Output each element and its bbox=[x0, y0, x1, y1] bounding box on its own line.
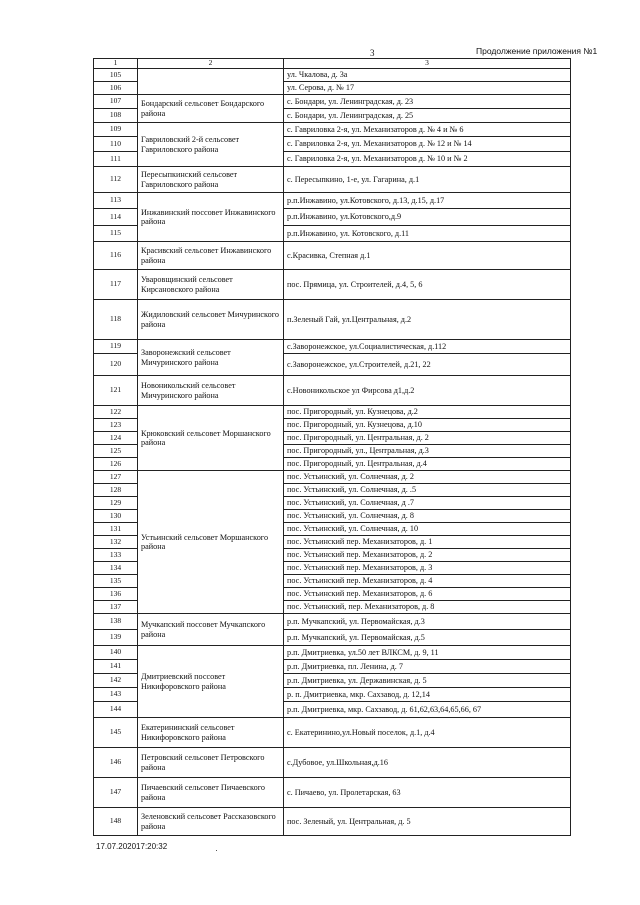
table-row bbox=[94, 270, 571, 300]
row-number: 119 bbox=[94, 340, 138, 354]
row-number: 120 bbox=[94, 354, 138, 376]
address-cell: пос. Прямица, ул. Строителей, д.4, 5, 6 bbox=[284, 270, 571, 300]
address-cell: р.п. Дмитриевка, ул.50 лет ВЛКСМ, д. 9, 11 bbox=[284, 646, 571, 660]
address-cell: с. Екатеринино,ул.Новый поселок, д.1, д.4 bbox=[284, 718, 571, 748]
address-cell: пос. Устьинский, ул. Солнечная, д. 8 bbox=[284, 510, 571, 523]
organization-cell: Устьинский сельсовет Моршанского района bbox=[138, 471, 284, 614]
organization-cell bbox=[138, 69, 284, 95]
address-cell: р.п. Дмитриевка, ул. Державинская, д. 5 bbox=[284, 674, 571, 688]
address-cell: с. Пересыпкино, 1-е, ул. Гагарина, д.1 bbox=[284, 167, 571, 193]
table-row bbox=[94, 95, 571, 109]
row-number: 136 bbox=[94, 588, 138, 601]
address-cell: р.п. Дмитриевка, мкр. Сахзавод, д. 61,62,63,64,65,66, 67 bbox=[284, 702, 571, 718]
print-timestamp: 17.07.202017:20:32 bbox=[96, 842, 168, 851]
address-cell: р.п. Мучкапский, ул. Первомайская, д.3 bbox=[284, 614, 571, 630]
address-cell: с. Бондари, ул. Ленинградская, д. 23 bbox=[284, 95, 571, 109]
row-number: 139 bbox=[94, 630, 138, 646]
address-cell: с. Бондари, ул. Ленинградская, д. 25 bbox=[284, 109, 571, 123]
row-number: 108 bbox=[94, 109, 138, 123]
organization-cell: Крюковский сельсовет Моршанского района bbox=[138, 406, 284, 471]
address-cell: пос. Пригородный, ул. Кузнецова, д.2 bbox=[284, 406, 571, 419]
scan-speck bbox=[216, 850, 217, 851]
address-cell: пос. Устьинский пер. Механизаторов, д. 6 bbox=[284, 588, 571, 601]
column-header: 3 bbox=[284, 59, 571, 69]
table-row bbox=[94, 69, 571, 82]
row-number: 109 bbox=[94, 123, 138, 137]
address-cell: р.п.Инжавино, ул. Котовского, д.11 bbox=[284, 226, 571, 242]
address-cell: пос. Устьинский, пер. Механизаторов, д. 8 bbox=[284, 601, 571, 614]
column-header: 2 bbox=[138, 59, 284, 69]
address-cell: пос. Устьинский пер. Механизаторов, д. 3 bbox=[284, 562, 571, 575]
continuation-note: Продолжение приложения №1 bbox=[476, 46, 598, 56]
address-cell: с.Дубовое, ул.Школьная,д.16 bbox=[284, 748, 571, 778]
row-number: 143 bbox=[94, 688, 138, 702]
address-cell: пос. Устьинский, ул. Солнечная, д. .5 bbox=[284, 484, 571, 497]
row-number: 144 bbox=[94, 702, 138, 718]
row-number: 132 bbox=[94, 536, 138, 549]
address-cell: с.Новоникольское ул Фирсова д1,д.2 bbox=[284, 376, 571, 406]
row-number: 138 bbox=[94, 614, 138, 630]
address-cell: пос. Пригородный, ул. Кузнецова, д.10 bbox=[284, 419, 571, 432]
row-number: 127 bbox=[94, 471, 138, 484]
address-cell: р.п. Дмитриевка, пл. Ленина, д. 7 bbox=[284, 660, 571, 674]
address-cell: р.п.Инжавино, ул.Котовского,д.9 bbox=[284, 209, 571, 226]
organization-cell: Красивский сельсовет Инжавинского района bbox=[138, 242, 284, 270]
table-row bbox=[94, 300, 571, 340]
row-number: 141 bbox=[94, 660, 138, 674]
row-number: 137 bbox=[94, 601, 138, 614]
row-number: 123 bbox=[94, 419, 138, 432]
page-number: 3 bbox=[370, 48, 375, 58]
row-number: 107 bbox=[94, 95, 138, 109]
address-cell: с.Красивка, Степная д.1 bbox=[284, 242, 571, 270]
table-row bbox=[94, 406, 571, 419]
table-row bbox=[94, 123, 571, 137]
row-number: 135 bbox=[94, 575, 138, 588]
row-number: 133 bbox=[94, 549, 138, 562]
organization-cell: Мучкапский поссовет Мучкапского района bbox=[138, 614, 284, 646]
table-row bbox=[94, 646, 571, 660]
organization-cell: Екатерининский сельсовет Никифоровского района bbox=[138, 718, 284, 748]
address-table bbox=[93, 58, 571, 836]
address-cell: с.Заворонежское, ул.Строителей, д.21, 22 bbox=[284, 354, 571, 376]
row-number: 106 bbox=[94, 82, 138, 95]
row-number: 147 bbox=[94, 778, 138, 808]
organization-cell: Жидиловский сельсовет Мичуринского района bbox=[138, 300, 284, 340]
address-cell: пос. Устьинский пер. Механизаторов, д. 1 bbox=[284, 536, 571, 549]
address-cell: пос. Устьинский, ул. Солнечная, д. 2 bbox=[284, 471, 571, 484]
table-row bbox=[94, 778, 571, 808]
row-number: 122 bbox=[94, 406, 138, 419]
row-number: 129 bbox=[94, 497, 138, 510]
row-number: 140 bbox=[94, 646, 138, 660]
row-number: 111 bbox=[94, 152, 138, 167]
organization-cell: Уваровщинский сельсовет Кирсановского района bbox=[138, 270, 284, 300]
organization-cell: Зеленовский сельсовет Рассказовского района bbox=[138, 808, 284, 836]
row-number: 148 bbox=[94, 808, 138, 836]
row-number: 124 bbox=[94, 432, 138, 445]
row-number: 113 bbox=[94, 193, 138, 209]
row-number: 114 bbox=[94, 209, 138, 226]
row-number: 131 bbox=[94, 523, 138, 536]
table-row bbox=[94, 718, 571, 748]
row-number: 130 bbox=[94, 510, 138, 523]
table-row bbox=[94, 193, 571, 209]
address-cell: пос. Устьинский пер. Механизаторов, д. 2 bbox=[284, 549, 571, 562]
row-number: 112 bbox=[94, 167, 138, 193]
table-row bbox=[94, 614, 571, 630]
organization-cell: Инжавинский поссовет Инжавинского района bbox=[138, 193, 284, 242]
row-number: 125 bbox=[94, 445, 138, 458]
row-number: 128 bbox=[94, 484, 138, 497]
organization-cell: Бондарский сельсовет Бондарского района bbox=[138, 95, 284, 123]
address-cell: ул. Серова, д. № 17 bbox=[284, 82, 571, 95]
table-row bbox=[94, 167, 571, 193]
address-cell: пос. Пригородный, ул., Центральная, д.3 bbox=[284, 445, 571, 458]
address-cell: с. Пичаево, ул. Пролетарская, 63 bbox=[284, 778, 571, 808]
row-number: 118 bbox=[94, 300, 138, 340]
organization-cell: Дмитриевский поссовет Никифоровского района bbox=[138, 646, 284, 718]
address-cell: р.п.Инжавино, ул.Котовского, д.13, д.15, д.17 bbox=[284, 193, 571, 209]
row-number: 145 bbox=[94, 718, 138, 748]
address-cell: пос. Пригородный, ул. Центральная, д.4 bbox=[284, 458, 571, 471]
organization-cell: Гавриловский 2-й сельсовет Гавриловского района bbox=[138, 123, 284, 167]
row-number: 117 bbox=[94, 270, 138, 300]
row-number: 110 bbox=[94, 137, 138, 152]
row-number: 105 bbox=[94, 69, 138, 82]
address-cell: с.Заворонежское, ул.Социалистическая, д.112 bbox=[284, 340, 571, 354]
row-number: 121 bbox=[94, 376, 138, 406]
organization-cell: Петровский сельсовет Петровского района bbox=[138, 748, 284, 778]
address-cell: р. п. Дмитриевка, мкр. Сахзавод, д. 12,14 bbox=[284, 688, 571, 702]
address-cell: ул. Чкалова, д. 3а bbox=[284, 69, 571, 82]
organization-cell: Пичаевский сельсовет Пичаевского района bbox=[138, 778, 284, 808]
table-header-row bbox=[94, 59, 571, 69]
row-number: 142 bbox=[94, 674, 138, 688]
address-cell: с. Гавриловка 2-я, ул. Механизаторов д. № 4 и № 6 bbox=[284, 123, 571, 137]
row-number: 115 bbox=[94, 226, 138, 242]
organization-cell: Пересыпкинский сельсовет Гавриловского района bbox=[138, 167, 284, 193]
address-cell: пос. Устьинский пер. Механизаторов, д. 4 bbox=[284, 575, 571, 588]
table-row bbox=[94, 340, 571, 354]
address-cell: пос. Устьинский, ул. Солнечная, д .7 bbox=[284, 497, 571, 510]
address-cell: п.Зеленый Гай, ул.Центральная, д.2 bbox=[284, 300, 571, 340]
address-cell: р.п. Мучкапский, ул. Первомайская, д.5 bbox=[284, 630, 571, 646]
table-row bbox=[94, 242, 571, 270]
row-number: 116 bbox=[94, 242, 138, 270]
organization-cell: Новоникольский сельсовет Мичуринского района bbox=[138, 376, 284, 406]
address-cell: с. Гавриловка 2-я, ул. Механизаторов д. № 10 и № 2 bbox=[284, 152, 571, 167]
table-row bbox=[94, 376, 571, 406]
table-row bbox=[94, 471, 571, 484]
row-number: 146 bbox=[94, 748, 138, 778]
column-header: 1 bbox=[94, 59, 138, 69]
organization-cell: Заворонежский сельсовет Мичуринского района bbox=[138, 340, 284, 376]
address-cell: пос. Зеленый, ул. Центральная, д. 5 bbox=[284, 808, 571, 836]
row-number: 126 bbox=[94, 458, 138, 471]
row-number: 134 bbox=[94, 562, 138, 575]
address-cell: пос. Пригородный, ул. Центральная, д. 2 bbox=[284, 432, 571, 445]
address-cell: с. Гавриловка 2-я, ул. Механизаторов д. № 12 и № 14 bbox=[284, 137, 571, 152]
table-row bbox=[94, 808, 571, 836]
address-cell: пос. Устьинский, ул. Солнечная, д. 10 bbox=[284, 523, 571, 536]
table-row bbox=[94, 748, 571, 778]
